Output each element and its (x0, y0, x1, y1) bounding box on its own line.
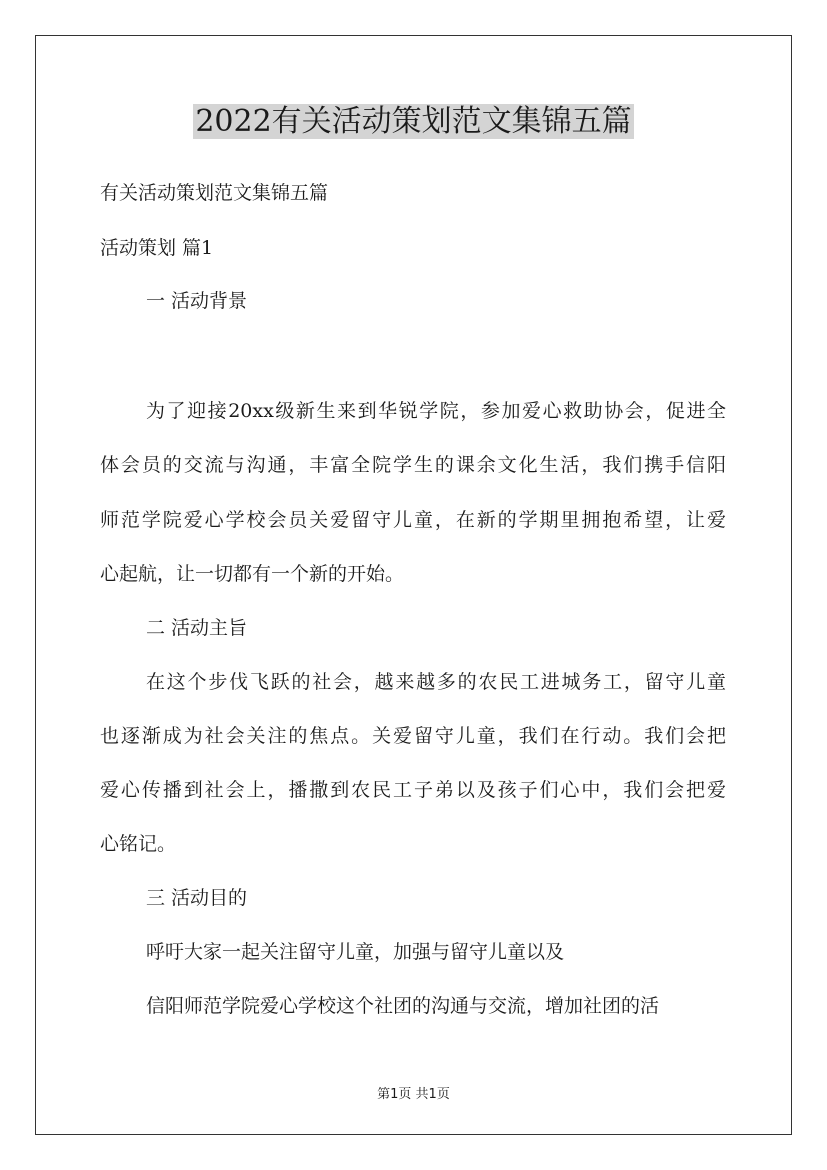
document-title (0, 100, 827, 144)
paragraph-line: 心铭记。 (100, 833, 177, 855)
document-title-text: 2022有关活动策划范文集锦五篇 (195, 104, 632, 139)
paragraph-line: 在这个步伐飞跃的社会，越来越多的农民工进城务工，留守儿童 (146, 671, 726, 693)
paragraph-line: 心起航，让一切都有一个新的开始。 (100, 563, 405, 585)
heading-activity-background: 一 活动背景 (146, 290, 248, 312)
paragraph-line: 爱心传播到社会上，播撒到农民工子弟以及孩子们心中，我们会把爱 (100, 779, 726, 801)
paragraph-line: 师范学院爱心学校会员关爱留守儿童，在新的学期里拥抱希望，让爱 (100, 509, 726, 531)
heading-activity-goal: 三 活动目的 (146, 887, 248, 909)
paragraph-line: 为了迎接20xx级新生来到华锐学院，参加爱心救助协会，促进全 (146, 400, 726, 422)
paragraph-line: 信阳师范学院爱心学校这个社团的沟通与交流，增加社团的活 (146, 995, 660, 1017)
heading-activity-purpose: 二 活动主旨 (146, 617, 248, 639)
paragraph-line: 体会员的交流与沟通，丰富全院学生的课余文化生活，我们携手信阳 (100, 454, 726, 476)
page-footer: 第1页 共1页 (377, 1087, 450, 1102)
document-subtitle: 有关活动策划范文集锦五篇 (100, 182, 329, 204)
paragraph-line: 也逐渐成为社会关注的焦点。关爱留守儿童，我们在行动。我们会把 (100, 725, 726, 747)
paragraph-line: 呼吁大家一起关注留守儿童，加强与留守儿童以及 (146, 941, 565, 963)
section-heading: 活动策划 篇1 (100, 237, 214, 259)
